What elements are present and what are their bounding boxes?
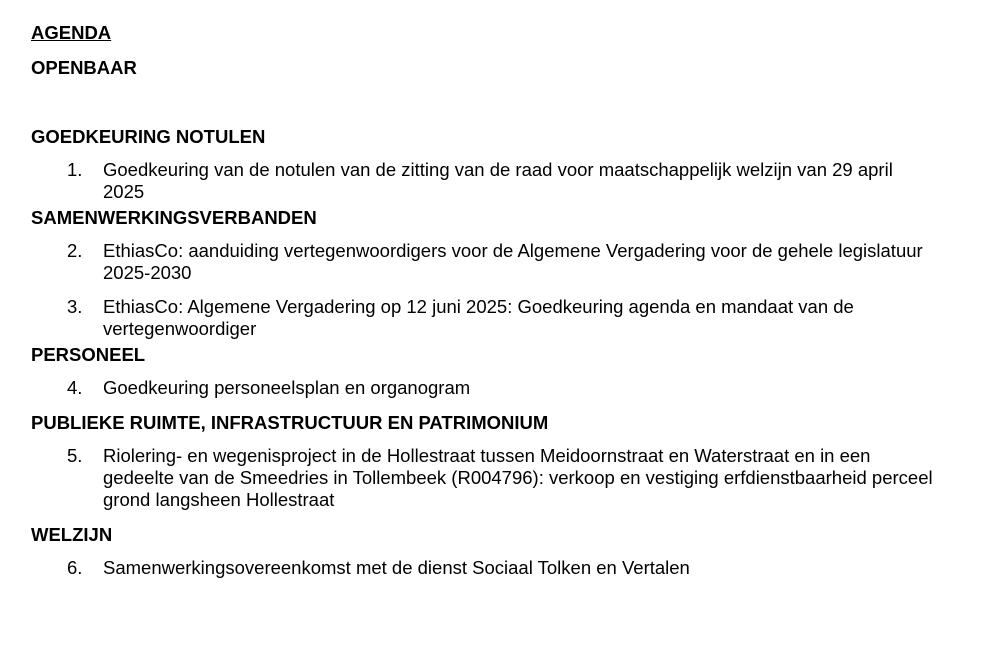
section-heading: WELZIJN	[31, 524, 113, 545]
item-number: 5.	[67, 445, 83, 466]
item-number: 4.	[67, 377, 83, 398]
item-text: Goedkeuring van de notulen van de zitting van de raad voor maatschappelijk welzijn van 29 april 2025	[103, 159, 893, 202]
item-number: 3.	[67, 296, 83, 317]
agenda-item	[31, 159, 961, 203]
item-number: 2.	[67, 240, 83, 261]
section-welzijn	[31, 524, 961, 579]
item-text: Goedkeuring personeelsplan en organogram	[103, 377, 471, 398]
section-publieke-ruimte	[31, 412, 961, 511]
agenda-document	[31, 22, 961, 579]
section-personeel	[31, 344, 961, 399]
item-text: EthiasCo: Algemene Vergadering op 12 juni 2025: Goedkeuring agenda en mandaat van de vertegenwoordiger	[103, 296, 854, 339]
section-heading: SAMENWERKINGSVERBANDEN	[31, 207, 317, 228]
agenda-item	[31, 240, 961, 284]
item-number: 1.	[67, 159, 83, 180]
section-heading: GOEDKEURING NOTULEN	[31, 126, 266, 147]
section-heading: PUBLIEKE RUIMTE, INFRASTRUCTUUR EN PATRIMONIUM	[31, 412, 549, 433]
agenda-item	[31, 445, 961, 511]
item-text: Samenwerkingsovereenkomst met de dienst Sociaal Tolken en Vertalen	[103, 557, 690, 578]
agenda-item	[31, 296, 961, 340]
section-heading: PERSONEEL	[31, 344, 146, 365]
section-samenwerkingsverbanden	[31, 207, 961, 340]
agenda-title: AGENDA	[31, 22, 112, 43]
item-text: Riolering- en wegenisproject in de Hollestraat tussen Meidoornstraat en Waterstraat en in een gedeelte van de Smeedries in Tollembeek (R004796): verkoop en vestiging erfdienstbaarheid perceel grond langsheen Hollestraat	[103, 445, 933, 510]
item-number: 6.	[67, 557, 83, 578]
agenda-subtitle: OPENBAAR	[31, 57, 137, 78]
agenda-item	[31, 557, 961, 579]
item-text: EthiasCo: aanduiding vertegenwoordigers voor de Algemene Vergadering voor de gehele legislatuur 2025-2030	[103, 240, 923, 283]
section-goedkeuring-notulen	[31, 126, 961, 203]
agenda-item	[31, 377, 961, 399]
